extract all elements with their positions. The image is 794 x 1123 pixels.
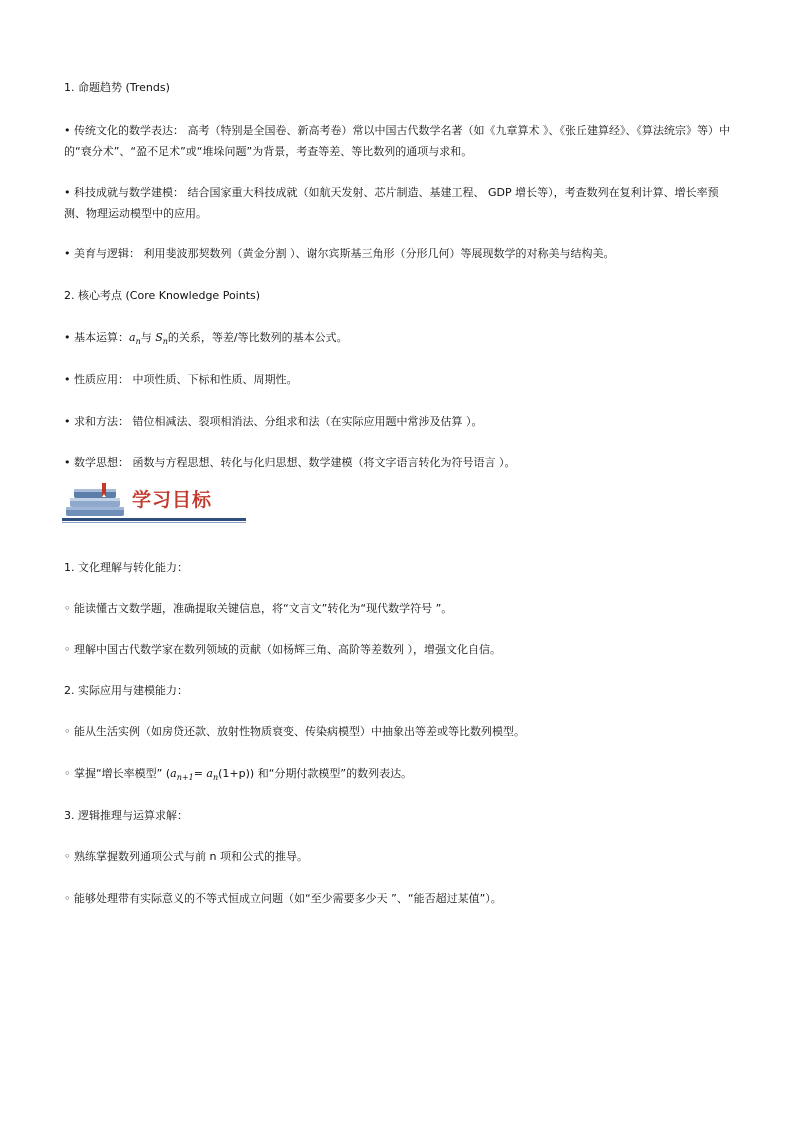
goal3-heading: 3. 逻辑推理与运算求解： bbox=[64, 809, 188, 822]
math-an-sub: n bbox=[212, 773, 219, 782]
core-basic bbox=[64, 327, 734, 353]
core-property: • 性质应用： 中项性质、下标和性质、周期性。 bbox=[64, 373, 298, 386]
goal1-heading: 1. 文化理解与转化能力： bbox=[64, 561, 188, 574]
trend-beauty: • 美育与逻辑： 利用斐波那契数列（黄金分割 ）、谢尔宾斯基三角形（分形几何）等展现数学的对称美与结构美。 bbox=[64, 247, 615, 260]
banner-rule-thin bbox=[62, 522, 246, 523]
goal2-item-a: ◦ 能从生活实例（如房贷还款、放射性物质衰变、传染病模型）中抽象出等差或等比数列模型。 bbox=[64, 725, 525, 738]
math-s: S bbox=[155, 331, 163, 344]
banner-rule bbox=[62, 518, 246, 521]
goal2-b-prefix: ◦ 掌握“增长率模型” ( bbox=[64, 767, 171, 780]
banner-title: 学习目标 bbox=[132, 489, 213, 511]
books-icon bbox=[62, 481, 128, 519]
math-a: a bbox=[129, 331, 136, 344]
goal1-item-b: ◦ 理解中国古代数学家在数列领域的贡献（如杨辉三角、高阶等差数列 ），增强文化自信。 bbox=[64, 643, 501, 656]
math-a-sub: n bbox=[135, 337, 141, 346]
goal3-item-b: ◦ 能够处理带有实际意义的不等式恒成立问题（如“至少需要多少天 ”、“能否超过某值”）。 bbox=[64, 892, 502, 905]
core-heading: 2. 核心考点 (Core Knowledge Points) bbox=[64, 289, 261, 302]
goal2-b-suffix: (1+p)) 和“分期付款模型”的数列表达。 bbox=[218, 767, 413, 780]
math-an: a bbox=[206, 767, 213, 780]
core-summation: • 求和方法： 错位相减法、裂项相消法、分组求和法（在实际应用题中常涉及估算 ）。 bbox=[64, 415, 483, 428]
goal1-item-a: ◦ 能读懂古文数学题，准确提取关键信息，将“文言文”转化为“现代数学符号 ”。 bbox=[64, 602, 453, 615]
goal2-b-eq: = bbox=[193, 767, 207, 780]
core-basic-mid: 与 bbox=[140, 331, 156, 344]
math-s-sub: n bbox=[162, 337, 168, 346]
trends-heading: 1. 命题趋势 (Trends) bbox=[64, 81, 170, 94]
core-basic-prefix: • 基本运算： bbox=[64, 331, 129, 344]
goal2-item-b bbox=[64, 763, 734, 789]
core-basic-suffix: 的关系，等差/等比数列的基本公式。 bbox=[167, 331, 348, 344]
goal3-item-a: ◦ 熟练掌握数列通项公式与前 n 项和公式的推导。 bbox=[64, 850, 308, 863]
math-an1: a bbox=[170, 767, 177, 780]
section-banner bbox=[62, 481, 246, 523]
core-thinking: • 数学思想： 函数与方程思想、转化与化归思想、数学建模（将文字语言转化为符号语言 ）。 bbox=[64, 456, 516, 469]
math-an1-sub: n+1 bbox=[176, 773, 194, 782]
goal2-heading: 2. 实际应用与建模能力： bbox=[64, 684, 188, 697]
trend-tech: • 科技成就与数学建模： 结合国家重大科技成就（如航天发射、芯片制造、基建工程、 GDP 增长等），考查数列在复利计算、增长率预测、物理运动模型中的应用。 bbox=[64, 186, 719, 220]
trend-culture: • 传统文化的数学表达： 高考（特别是全国卷、新高考卷）常以中国古代数学名著（如《九章算术 》、《张丘建算经》、《算法统宗》等）中的“衰分术”、“盈不足术”或“堆垛问题”为背景，考查等差、等比数列的通项与求和。 bbox=[64, 124, 730, 158]
